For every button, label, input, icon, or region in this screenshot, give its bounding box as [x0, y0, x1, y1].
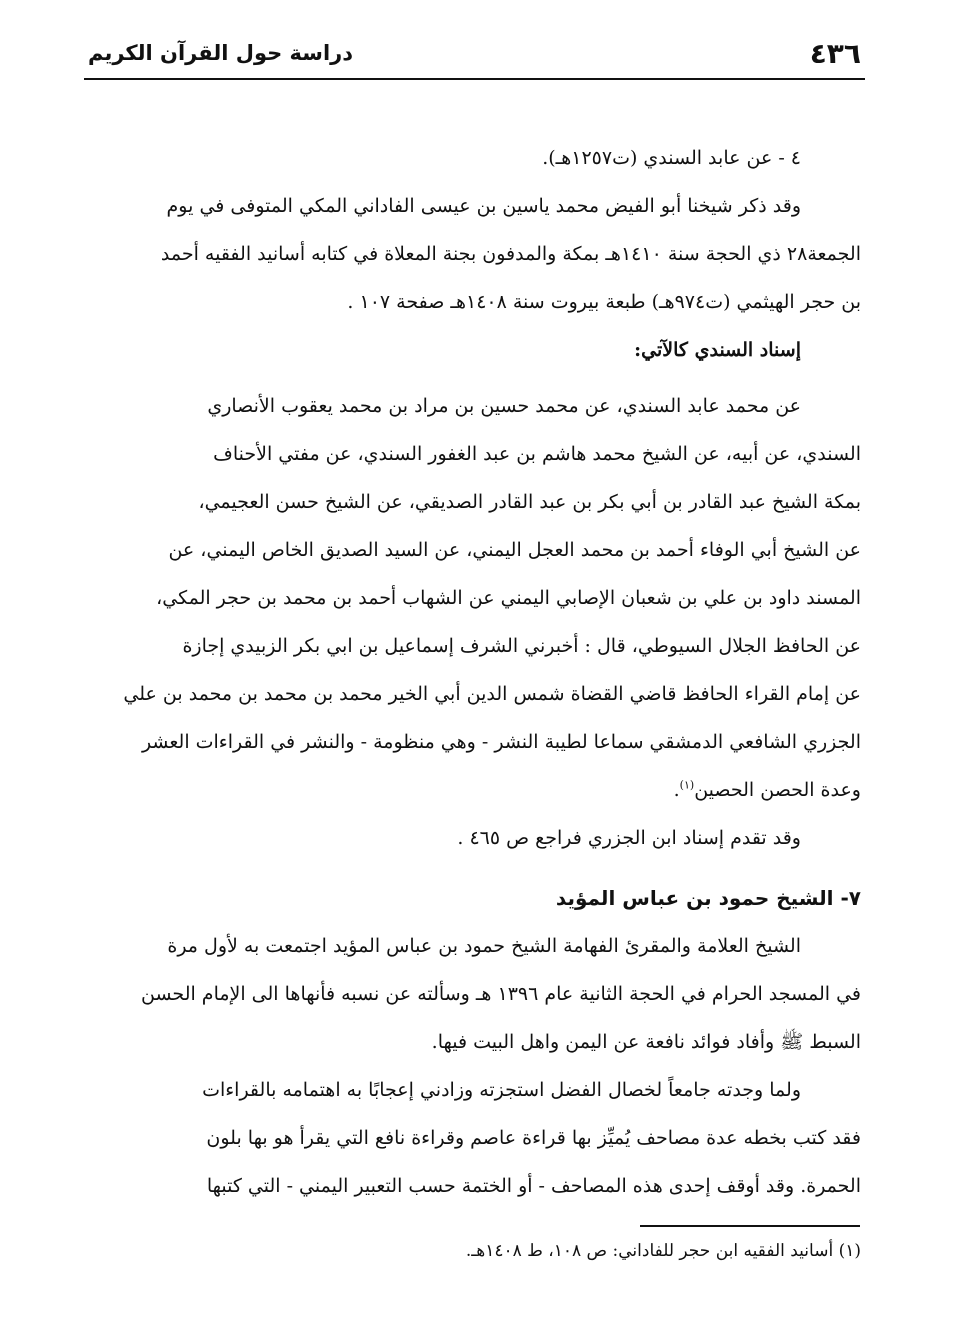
section-line: ولما وجدته جامعاً لخصال الفضل استجزته وزادني إعجابًا به اهتمامه بالقراءات	[202, 1079, 801, 1101]
isnad-line: عن إمام القراء الحافظ قاضي القضاة شمس الدين أبي الخير محمد بن محمد بن محمد بن علي	[123, 683, 861, 705]
footnote-divider	[640, 1225, 860, 1227]
isnad-line: عن محمد عابد السندي، عن محمد حسين بن مراد بن محمد يعقوب الأنصاري	[207, 395, 801, 417]
isnad-line-text: وعدة الحصن الحصين	[694, 779, 861, 801]
period: .	[673, 779, 680, 801]
item-4: ٤ - عن عابد السندي (ت١٢٥٧هـ).	[542, 147, 801, 169]
isnad-line: عن الحافظ الجلال السيوطي، قال : أخبرني الشرف إسماعيل بن ابي بكر الزبيدي إجازة	[182, 635, 861, 657]
section-heading: ٧- الشيخ حمود بن عباس المؤيد	[555, 886, 861, 910]
isnad-note: وقد تقدم إسناد ابن الجزري فراجع ص ٤٦٥ .	[457, 827, 801, 849]
paragraph-line: بن حجر الهيثمي (ت٩٧٤هـ) طبعة بيروت سنة ١٤٠٨هـ صفحة ١٠٧ .	[347, 291, 861, 313]
paragraph-line: وقد ذكر شيخنا أبو الفيض محمد ياسين بن عيسى الفاداني المكي المتوفى في يوم	[166, 195, 801, 217]
book-title: دراسة حول القرآن الكريم	[88, 41, 354, 65]
isnad-line: الجزري الشافعي الدمشقي سماعا لطيبة النشر - وهي منظومة - والنشر في القراءات العشر	[141, 731, 861, 753]
isnad-line: بمكة الشيخ عبد القادر بن أبي بكر بن عبد القادر الصديقي، عن الشيخ حسن العجيمي،	[198, 491, 861, 513]
isnad-heading: إسناد السندي كالآتي:	[634, 339, 801, 361]
main-text	[88, 134, 861, 1210]
section-line: في المسجد الحرام في الحجة الثانية عام ١٣٩٦ هـ وسألته عن نسبه فأنهاها الى الإمام الحسن	[141, 983, 861, 1005]
running-header	[88, 30, 861, 76]
isnad-line: المسند داود بن علي بن شعبان الإصابي اليمني عن الشهاب أحمد بن محمد بن حجر المكي،	[156, 587, 861, 609]
isnad-line-last	[88, 766, 861, 814]
section-line: الشيخ العلامة والمقرئ الفهامة الشيخ حمود بن عباس المؤيد اجتمعت به لأول مرة	[167, 935, 801, 957]
page-number: ٤٣٦	[809, 36, 861, 70]
footnote-ref[interactable]: (١)	[679, 778, 695, 792]
footnote: (١) أسانيد الفقيه ابن حجر للفاداني: ص ١٠٨، ط ١٤٠٨هـ.	[465, 1241, 861, 1261]
isnad-line: السندي، عن أبيه، عن الشيخ محمد هاشم بن عبد الغفور السندي، عن مفتي الأحناف	[213, 443, 861, 465]
paragraph-line: الجمعة٢٨ ذي الحجة سنة ١٤١٠هـ بمكة والمدفون بجنة المعلاة في كتابه أسانيد الفقيه أحمد	[160, 243, 861, 265]
section-line: فقد كتب بخطه عدة مصاحف يُميِّز بها قراءة عاصم وقراءة نافع التي يقرأ هو بها بلون	[206, 1127, 861, 1149]
isnad-line: عن الشيخ أبي الوفاء أحمد بن محمد العجل اليمني، عن السيد الصديق الخاص اليمني، عن	[168, 539, 861, 561]
section-line: الحمرة. وقد أوقف إحدى هذه المصاحف - أو الختمة حسب التعبير اليمني - التي كتبها	[206, 1175, 861, 1197]
section-line: السبط ﷺ وأفاد فوائد نافعة عن اليمن واهل البيت فيها.	[431, 1031, 861, 1053]
header-divider	[84, 78, 865, 80]
